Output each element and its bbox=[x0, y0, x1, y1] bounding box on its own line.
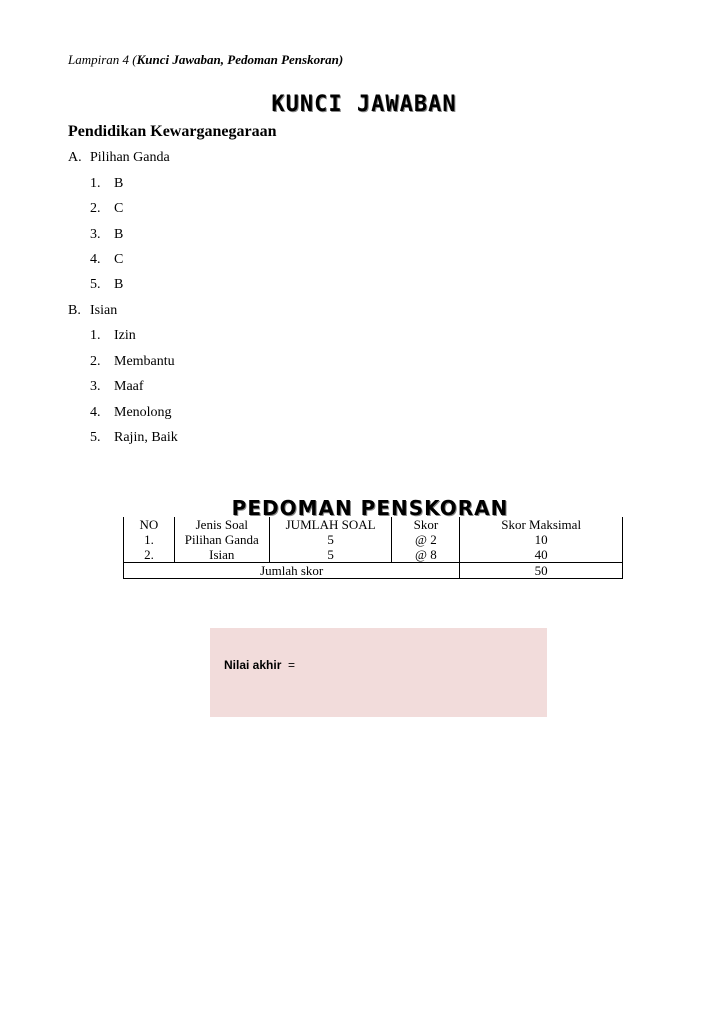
scoring-table bbox=[123, 517, 623, 579]
item-answer: Rajin, Baik bbox=[114, 430, 178, 445]
item-answer: C bbox=[114, 252, 124, 267]
final-score-text: Nilai akhir bbox=[224, 658, 282, 672]
cell-skor-maksimal: 40 bbox=[460, 547, 623, 563]
attachment-header-title: Kunci Jawaban, Pedoman Penskoran) bbox=[136, 52, 344, 67]
list-item bbox=[90, 430, 178, 446]
final-score-box bbox=[210, 628, 547, 717]
item-number: 1. bbox=[90, 328, 101, 343]
item-number: 5. bbox=[90, 430, 101, 445]
list-item bbox=[90, 379, 144, 395]
header-jumlah-soal: JUMLAH SOAL bbox=[269, 517, 392, 532]
cell-no: 2. bbox=[124, 547, 175, 563]
item-answer: Maaf bbox=[114, 379, 144, 394]
table-header-row bbox=[124, 517, 623, 532]
item-answer: B bbox=[114, 176, 124, 191]
cell-skor-maksimal: 10 bbox=[460, 532, 623, 547]
list-item bbox=[90, 354, 175, 370]
attachment-header bbox=[68, 52, 343, 68]
scoring-guide-title: PEDOMAN PENSKORAN bbox=[231, 496, 509, 520]
item-number: 4. bbox=[90, 252, 101, 267]
section-b-letter: B. bbox=[68, 303, 81, 318]
header-no: NO bbox=[124, 517, 175, 532]
item-number: 3. bbox=[90, 379, 101, 394]
attachment-header-prefix: Lampiran 4 ( bbox=[68, 52, 137, 67]
list-item bbox=[90, 405, 172, 421]
table-row bbox=[124, 547, 623, 563]
section-a-text: Pilihan Ganda bbox=[90, 150, 170, 165]
section-b-label bbox=[68, 303, 117, 319]
cell-jumlah-soal: 5 bbox=[269, 547, 392, 563]
item-number: 4. bbox=[90, 405, 101, 420]
table-row bbox=[124, 532, 623, 547]
list-item bbox=[90, 252, 123, 268]
cell-jenis-soal: Isian bbox=[174, 547, 269, 563]
list-item bbox=[90, 328, 136, 344]
section-b-text: Isian bbox=[90, 303, 118, 318]
item-number: 2. bbox=[90, 201, 101, 216]
final-score-label bbox=[224, 658, 295, 672]
table-total-row bbox=[124, 563, 623, 579]
answer-key-title: KUNCI JAWABAN bbox=[271, 92, 457, 117]
list-item bbox=[90, 277, 123, 293]
section-a-label bbox=[68, 150, 170, 166]
cell-jumlah-soal: 5 bbox=[269, 532, 392, 547]
section-a-letter: A. bbox=[68, 150, 82, 165]
subject-title: Pendidikan Kewarganegaraan bbox=[68, 123, 277, 140]
item-number: 2. bbox=[90, 354, 101, 369]
item-number: 5. bbox=[90, 277, 101, 292]
item-answer: B bbox=[114, 277, 124, 292]
cell-jenis-soal: Pilihan Ganda bbox=[174, 532, 269, 547]
item-number: 1. bbox=[90, 176, 101, 191]
item-answer: Izin bbox=[114, 328, 136, 343]
item-answer: C bbox=[114, 201, 124, 216]
cell-no: 1. bbox=[124, 532, 175, 547]
header-skor: Skor bbox=[392, 517, 460, 532]
list-item bbox=[90, 227, 123, 243]
total-value: 50 bbox=[460, 563, 623, 579]
cell-skor: @ 8 bbox=[392, 547, 460, 563]
list-item bbox=[90, 176, 123, 192]
item-number: 3. bbox=[90, 227, 101, 242]
equals-sign: = bbox=[288, 658, 296, 672]
total-label: Jumlah skor bbox=[124, 563, 460, 579]
header-skor-maksimal: Skor Maksimal bbox=[460, 517, 623, 532]
list-item bbox=[90, 201, 123, 217]
item-answer: Membantu bbox=[114, 354, 175, 369]
header-jenis-soal: Jenis Soal bbox=[174, 517, 269, 532]
item-answer: Menolong bbox=[114, 405, 172, 420]
cell-skor: @ 2 bbox=[392, 532, 460, 547]
item-answer: B bbox=[114, 227, 124, 242]
